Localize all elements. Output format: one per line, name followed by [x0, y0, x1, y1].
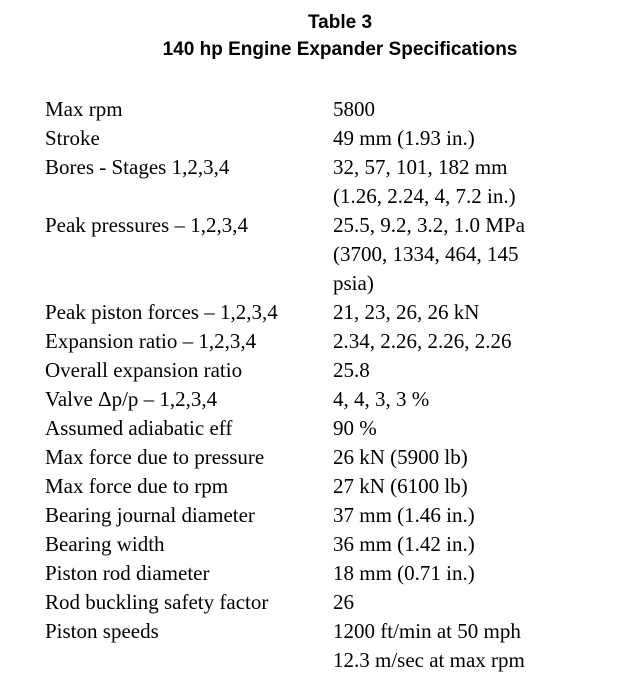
spec-value-line: 90 %: [333, 416, 377, 440]
spec-value-line: 25.5, 9.2, 3.2, 1.0 MPa: [333, 213, 525, 237]
spec-value-line: 32, 57, 101, 182 mm: [333, 155, 508, 179]
spec-value: [333, 124, 635, 153]
spec-value: [333, 530, 635, 559]
table-row: [45, 153, 635, 211]
table-row: [45, 298, 635, 327]
spec-value-line: 2.34, 2.26, 2.26, 2.26: [333, 329, 512, 353]
spec-value: [333, 385, 635, 414]
table-row: [45, 588, 635, 617]
spec-value-line: 5800: [333, 97, 375, 121]
spec-label: Piston speeds: [45, 619, 159, 643]
spec-value: [333, 501, 635, 530]
table-row: [45, 530, 635, 559]
table-row: [45, 617, 635, 675]
spec-value-line: 49 mm (1.93 in.): [333, 126, 475, 150]
spec-label: Peak piston forces – 1,2,3,4: [45, 300, 278, 324]
spec-value-line: 27 kN (6100 lb): [333, 474, 468, 498]
spec-value-line: 25.8: [333, 358, 370, 382]
spec-label: Bearing width: [45, 532, 165, 556]
table-row: [45, 559, 635, 588]
spec-value: [333, 472, 635, 501]
table-row: [45, 501, 635, 530]
spec-label: Valve Δp/p – 1,2,3,4: [45, 387, 218, 411]
spec-value: [333, 327, 635, 356]
spec-value: [333, 617, 635, 675]
table-row: [45, 95, 635, 124]
spec-label: Max rpm: [45, 97, 123, 121]
spec-value: [333, 414, 635, 443]
spec-label: Rod buckling safety factor: [45, 590, 269, 614]
table-title: 140 hp Engine Expander Specifications: [162, 39, 518, 60]
spec-value-line: psia): [333, 271, 374, 295]
table-number: Table 3: [307, 12, 373, 33]
spec-label: Overall expansion ratio: [45, 358, 243, 382]
spec-label: Stroke: [45, 126, 100, 150]
spec-value-line: 26 kN (5900 lb): [333, 445, 468, 469]
spec-value-line: (3700, 1334, 464, 145: [333, 242, 519, 266]
spec-value-line: 37 mm (1.46 in.): [333, 503, 475, 527]
spec-label: Assumed adiabatic eff: [45, 416, 233, 440]
spec-label: Max force due to pressure: [45, 445, 265, 469]
spec-value: [333, 211, 635, 298]
spec-value: [333, 356, 635, 385]
specifications-body: [45, 95, 635, 675]
spec-label: Expansion ratio – 1,2,3,4: [45, 329, 257, 353]
spec-value-line: 1200 ft/min at 50 mph: [333, 619, 521, 643]
spec-value: [333, 443, 635, 472]
specifications-table: [45, 95, 635, 675]
spec-value-line: 4, 4, 3, 3 %: [333, 387, 430, 411]
table-row: [45, 124, 635, 153]
table-row: [45, 211, 635, 298]
spec-label: Max force due to rpm: [45, 474, 229, 498]
spec-value: [333, 153, 635, 211]
spec-label: Piston rod diameter: [45, 561, 210, 585]
spec-value-line: 12.3 m/sec at max rpm: [333, 648, 525, 672]
spec-value-line: 18 mm (0.71 in.): [333, 561, 475, 585]
spec-value: [333, 559, 635, 588]
table-row: [45, 385, 635, 414]
spec-value-line: 21, 23, 26, 26 kN: [333, 300, 480, 324]
spec-value: [333, 588, 635, 617]
spec-label: Bearing journal diameter: [45, 503, 255, 527]
spec-value-line: 26: [333, 590, 354, 614]
table-row: [45, 327, 635, 356]
table-row: [45, 356, 635, 385]
spec-value: [333, 95, 635, 124]
spec-value-line: 36 mm (1.42 in.): [333, 532, 475, 556]
table-row: [45, 472, 635, 501]
table-row: [45, 414, 635, 443]
table-row: [45, 443, 635, 472]
spec-value: [333, 298, 635, 327]
spec-label: Peak pressures – 1,2,3,4: [45, 213, 248, 237]
spec-label: Bores - Stages 1,2,3,4: [45, 155, 230, 179]
spec-value-line: (1.26, 2.24, 4, 7.2 in.): [333, 184, 516, 208]
